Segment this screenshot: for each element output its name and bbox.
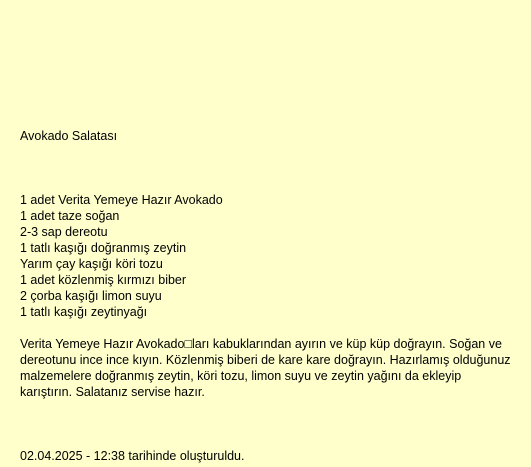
- ingredient-list: [20, 192, 223, 320]
- recipe-title: Avokado Salatası: [20, 129, 118, 143]
- ingredient-item: 1 adet közlenmiş kırmızı biber: [20, 273, 187, 287]
- recipe-note: [20, 0, 520, 467]
- ingredient-item: 1 tatlı kaşığı zeytinyağı: [20, 305, 148, 319]
- ingredient-item: 1 tatlı kaşığı doğranmış zeytin: [20, 241, 187, 255]
- ingredient-item: 1 adet taze soğan: [20, 209, 120, 223]
- ingredient-item: 1 adet Verita Yemeye Hazır Avokado: [20, 193, 223, 207]
- ingredient-item: Yarım çay kaşığı köri tozu: [20, 257, 163, 271]
- created-timestamp: 02.04.2025 - 12:38 tarihinde oluşturuldu.: [20, 449, 245, 463]
- recipe-instructions: Verita Yemeye Hazır Avokado□ları kabuklarından ayırın ve küp küp doğrayın. Soğan ve dereotunu ince ince kıyın. Közlenmiş biberi de kare kare doğrayın. Hazırlamış olduğunuz malzemelere doğranmış zeytin, köri tozu, limon suyu ve zeytin yağını da ekleyip karıştırın. Salatanız servise hazır.: [20, 337, 511, 399]
- ingredient-item: 2 çorba kaşığı limon suyu: [20, 289, 162, 303]
- ingredient-item: 2-3 sap dereotu: [20, 225, 108, 239]
